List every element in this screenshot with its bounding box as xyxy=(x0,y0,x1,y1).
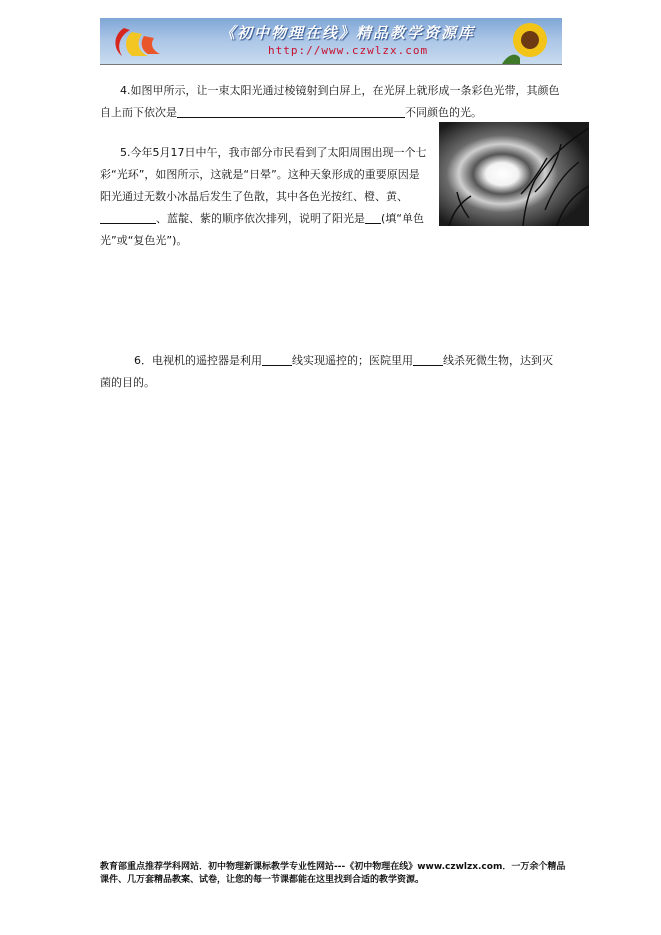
sun-halo-image xyxy=(439,122,589,226)
answer-blank[interactable] xyxy=(100,211,156,224)
question-6-text-end: 线杀死微生物，达到灭菌的目的。 xyxy=(100,354,553,389)
question-5-text: 5.今年5月17日中午，我市部分市民看到了太阳周围出现一个七彩“光环”，如图所示，这就是“日晕”。这种天象形成的重要原因是阳光通过无数小冰晶后发生了色散，其中各色光按红、橙、黄、 xyxy=(100,146,427,203)
site-logo-icon xyxy=(108,24,170,60)
question-5-text-mid: 、蓝靛、紫的顺序依次排列，说明了阳光是 xyxy=(156,212,365,225)
sunflower-icon xyxy=(498,20,558,64)
header-rule xyxy=(100,64,562,65)
page-footer: 教育部重点推荐学科网站．初中物理新课标教学专业性网站---《初中物理在线》www.czwlzx.com．一万余个精品课件、几万套精品教案、试卷，让您的每一节课都能在这里找到合适的教学资源。 xyxy=(100,862,566,885)
answer-blank[interactable] xyxy=(413,353,443,366)
sun-halo-photo xyxy=(439,122,589,226)
site-url: http://www.czwlzx.com xyxy=(268,44,429,57)
site-title: 《初中物理在线》精品教学资源库 xyxy=(220,24,476,42)
answer-blank[interactable] xyxy=(262,353,292,366)
question-6-text: 6．电视机的遥控器是利用 xyxy=(134,354,262,367)
answer-blank[interactable] xyxy=(177,105,405,118)
header-banner xyxy=(100,18,562,64)
question-6-text-mid: 线实现遥控的；医院里用 xyxy=(292,354,413,367)
question-5 xyxy=(100,142,430,252)
question-4 xyxy=(100,80,562,124)
question-4-text-end: 不同颜色的光。 xyxy=(405,106,482,119)
answer-blank[interactable] xyxy=(365,211,381,224)
question-6 xyxy=(100,350,562,394)
question-4-text: 4.如图甲所示，让一束太阳光通过棱镜射到白屏上，在光屏上就形成一条彩色光带，其颜色自上而下依次是 xyxy=(100,84,560,119)
question-5-text-end: (填“单色光”或“复色光”)。 xyxy=(100,212,424,247)
